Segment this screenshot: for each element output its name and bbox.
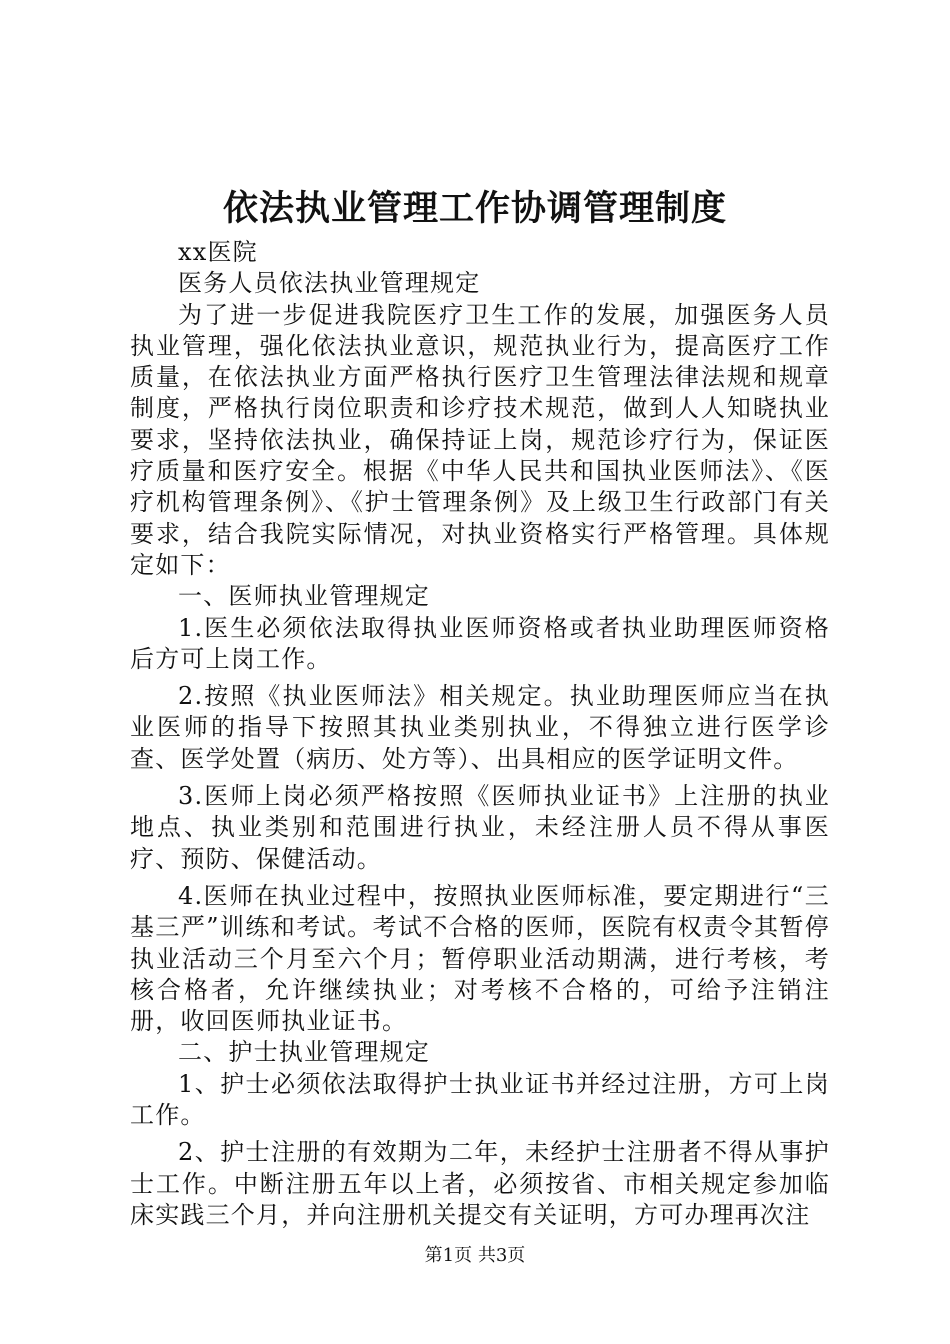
nurse-rule-2: 2、护士注册的有效期为二年，未经护士注册者不得从事护士工作。中断注册五年以上者，必须按省、市相关规定参加临床实践三个月，并向注册机关提交有关证明，方可办理再次注 [130, 1138, 830, 1229]
section-heading-physician: 一、医师执业管理规定 [178, 582, 430, 611]
page-number-footer: 第1页 共3页 [424, 1245, 526, 1266]
physician-rule-3: 3.医师上岗必须严格按照《医师执业证书》上注册的执业地点、执业类别和范围进行执业，未经注册人员不得从事医疗、预防、保健活动。 [130, 782, 830, 873]
regulation-subtitle: 医务人员依法执业管理规定 [178, 269, 481, 298]
physician-rule-2: 2.按照《执业医师法》相关规定。执业助理医师应当在执业医师的指导下按照其执业类别执业，不得独立进行医学诊查、医学处置（病历、处方等）、出具相应的医学证明文件。 [130, 682, 830, 773]
physician-rule-1: 1.医生必须依法取得执业医师资格或者执业助理医师资格后方可上岗工作。 [130, 613, 830, 673]
nurse-rule-1: 1、护士必须依法取得护士执业证书并经过注册，方可上岗工作。 [130, 1069, 830, 1130]
document-body [130, 237, 830, 1231]
physician-rule-4: 4.医师在执业过程中，按照执业医师标准，要定期进行“三基三严”训练和考试。考试不合格的医师，医院有权责令其暂停执业活动三个月至六个月；暂停职业活动期满，进行考核，考核合格者，允许继续执业；对考核不合格的，可给予注销注册，收回医师执业证书。 [130, 881, 830, 1036]
intro-paragraph: 为了进一步促进我院医疗卫生工作的发展，加强医务人员执业管理，强化依法执业意识，规范执业行为，提高医疗工作质量，在依法执业方面严格执行医疗卫生管理法律法规和规章制度，严格执行岗位职责和诊疗技术规范，做到人人知晓执业要求，坚持依法执业，确保持证上岗，规范诊疗行为，保证医疗质量和医疗安全。根据《中华人民共和国执业医师法》、《医疗机构管理条例》、《护士管理条例》及上级卫生行政部门有关要求，结合我院实际情况，对执业资格实行严格管理。具体规定如下： [130, 300, 830, 579]
document-title: 依法执业管理工作协调管理制度 [222, 188, 727, 229]
section-heading-nurse: 二、护士执业管理规定 [178, 1038, 430, 1067]
hospital-name: xx医院 [178, 238, 258, 266]
